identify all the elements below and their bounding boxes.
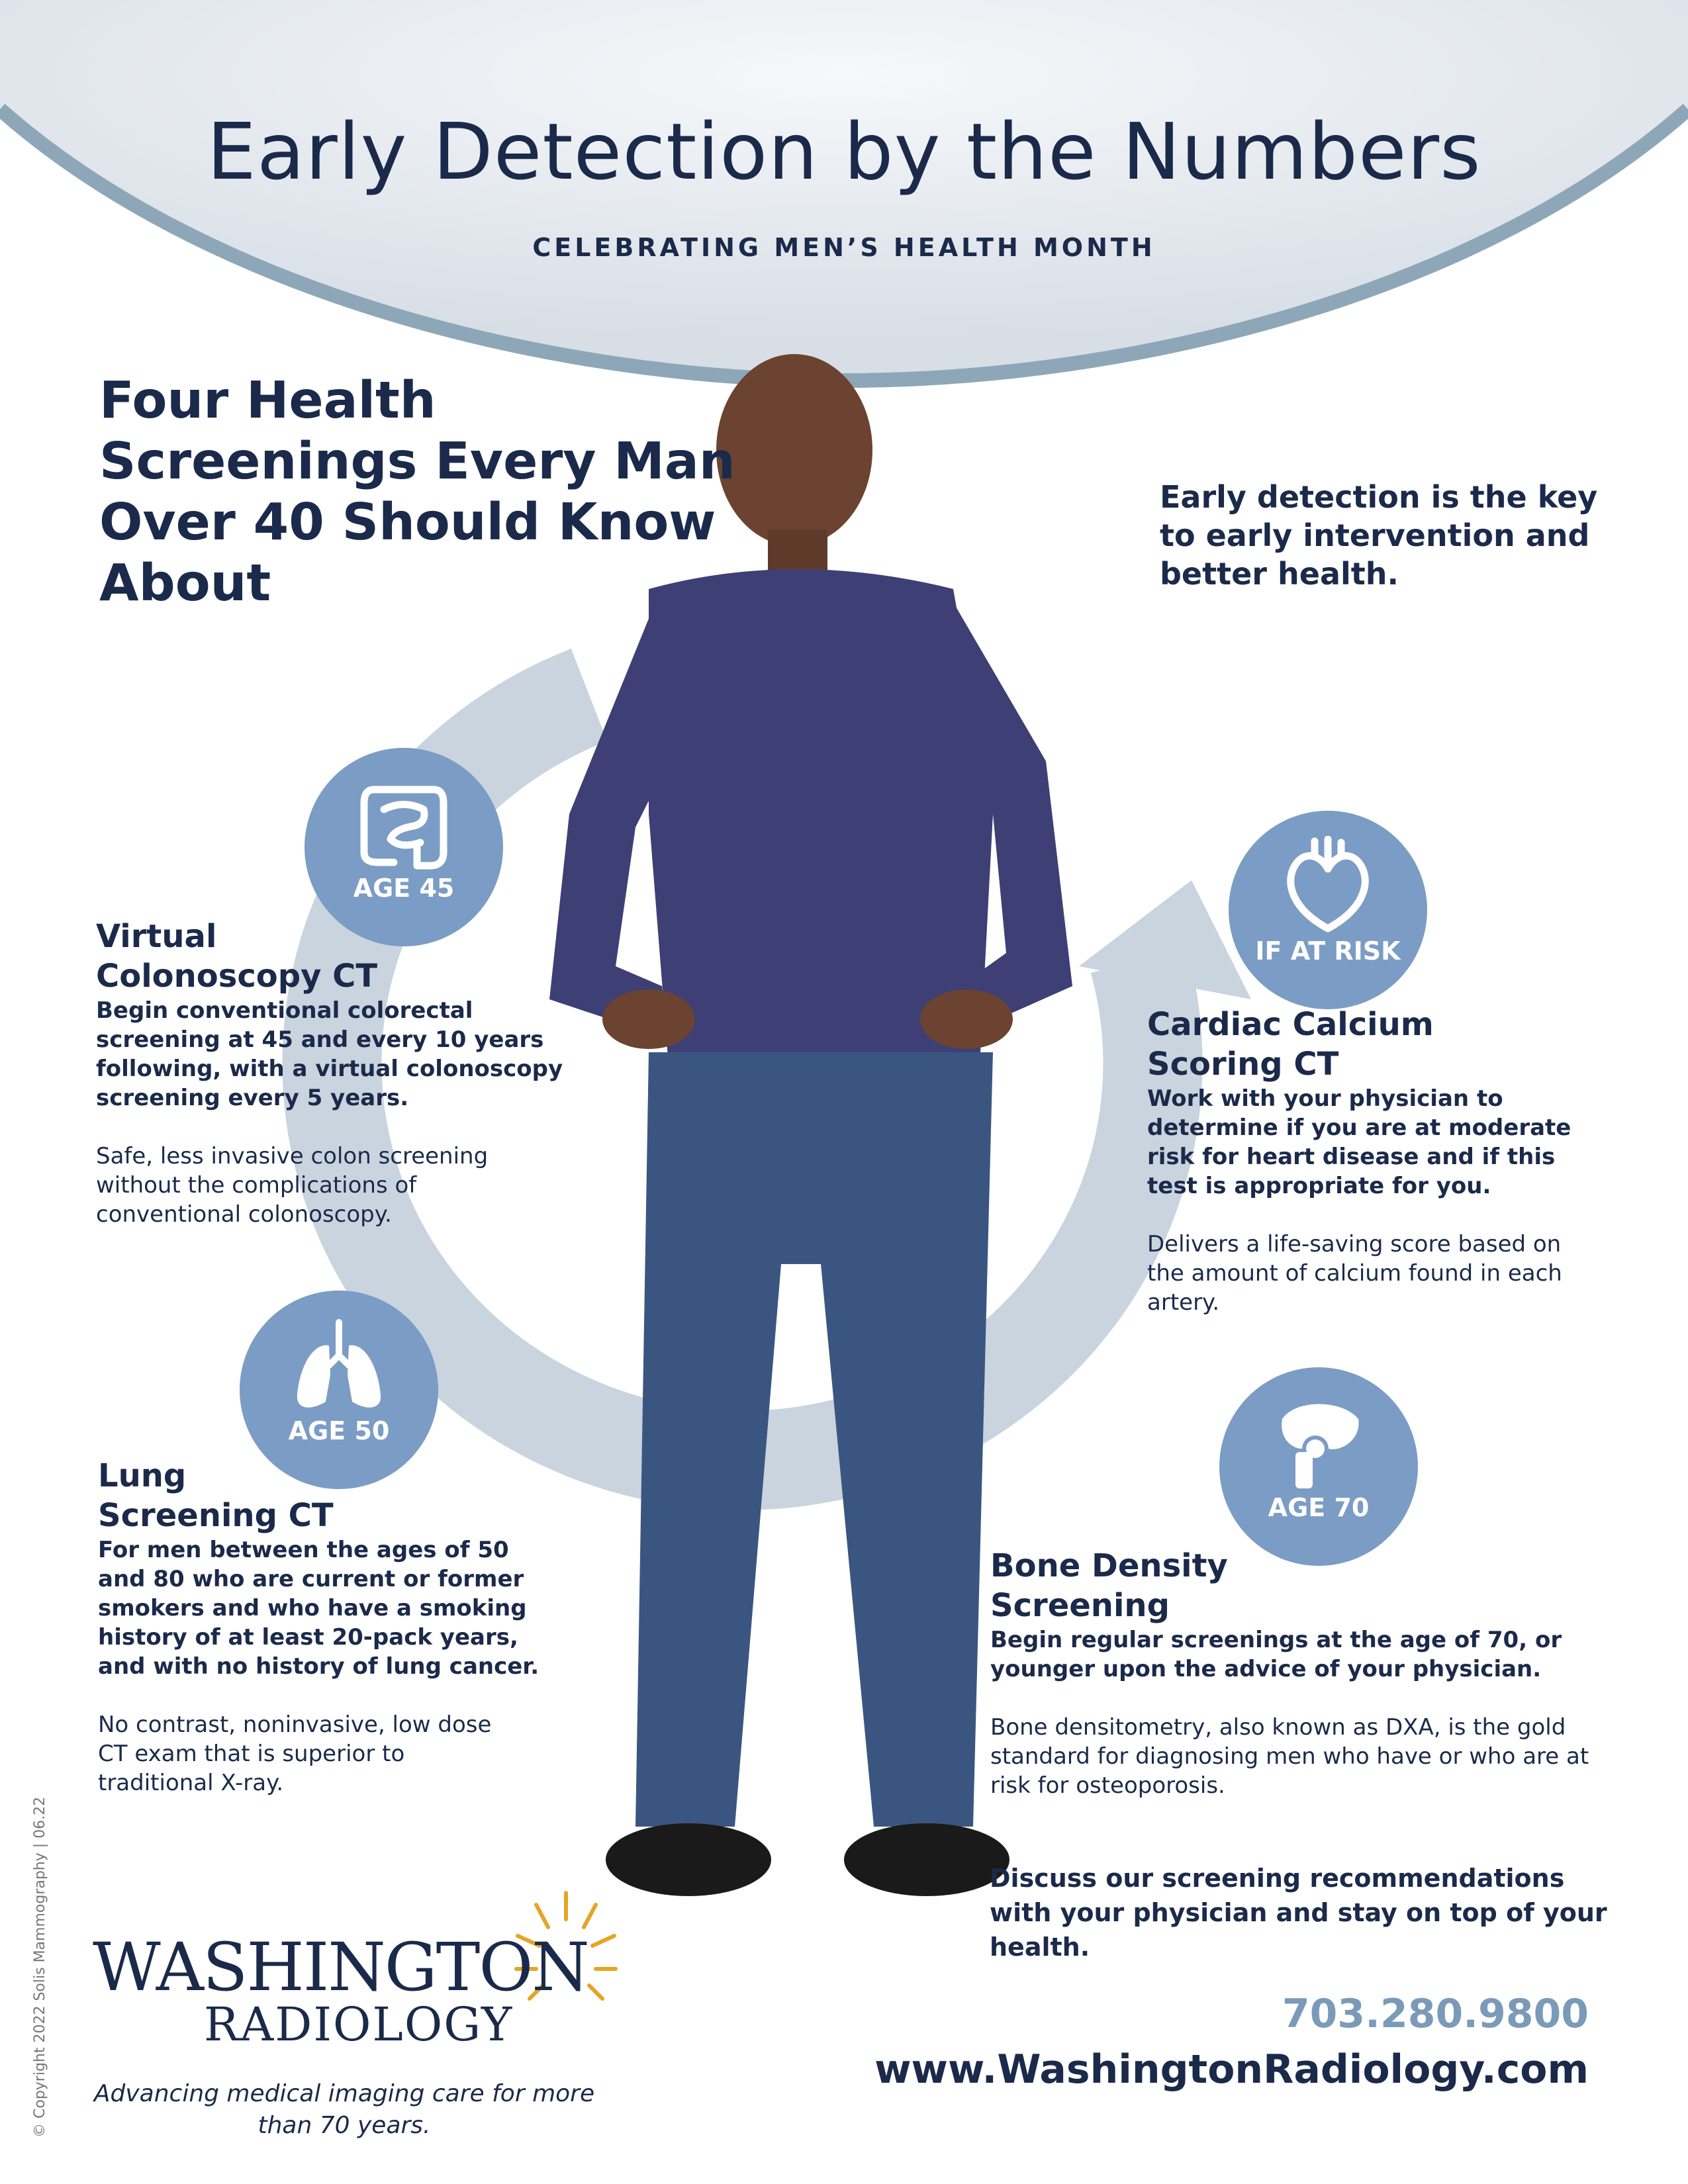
badge-age-70 bbox=[1219, 1367, 1418, 1566]
closing-statement: Discuss our screening recommendations with your physician and stay on top of your health. bbox=[990, 1864, 1607, 1962]
hip-bone-icon bbox=[1269, 1392, 1368, 1492]
section-title-line2: Scoring CT bbox=[1147, 1046, 1339, 1083]
section-title-line1: Bone Density bbox=[990, 1547, 1228, 1584]
section-body-text: No contrast, noninvasive, low dose CT exam that is superior to traditional X-ray. bbox=[98, 1711, 492, 1796]
section-title-line2: Screening CT bbox=[98, 1497, 334, 1534]
section-title-line1: Cardiac Calcium bbox=[1147, 1006, 1434, 1043]
section-title-line1: Virtual bbox=[96, 918, 217, 955]
section-bold-text: Begin conventional colorectal screening at 45 and every 10 years following, with a virtual colonoscopy screening every 5 years. bbox=[96, 997, 563, 1111]
tagline: Early detection is the key to early intervention and better health. bbox=[1160, 479, 1598, 592]
washington-radiology-logo bbox=[93, 1893, 622, 2065]
section-title-line2: Colonoscopy CT bbox=[96, 958, 378, 995]
logo-word-washington: WASHINGTON bbox=[93, 1929, 588, 2006]
badge-if-at-risk bbox=[1229, 811, 1427, 1009]
section-lung bbox=[98, 1456, 575, 1797]
page-title: Early Detection by the Numbers bbox=[207, 106, 1481, 197]
lungs-icon bbox=[289, 1316, 389, 1415]
badge-label: AGE 70 bbox=[1268, 1493, 1370, 1522]
headline: Four Health Screenings Every Man Over 40 Should Know About bbox=[99, 371, 735, 613]
badge-label: IF AT RISK bbox=[1255, 936, 1401, 966]
intestine-icon bbox=[354, 773, 453, 872]
heart-icon bbox=[1278, 836, 1378, 935]
logo-tagline: Advancing medical imaging care for more than 70 years. bbox=[93, 2080, 595, 2139]
section-bold-text: Begin regular screenings at the age of 70, or younger upon the advice of your physician. bbox=[990, 1627, 1562, 1682]
badge-label: AGE 50 bbox=[288, 1416, 390, 1445]
logo-word-radiology: RADIOLOGY bbox=[204, 1997, 514, 2052]
website-link[interactable]: www.WashingtonRadiology.com bbox=[874, 2046, 1589, 2093]
section-body-text: Delivers a life-saving score based on the amount of calcium found in each artery. bbox=[1147, 1231, 1562, 1316]
section-title-line2: Screening bbox=[990, 1587, 1170, 1624]
copyright-notice: © Copyright 2022 Solis Mammography | 06.22 bbox=[32, 1796, 48, 2138]
section-body-text: Bone densitometry, also known as DXA, is the gold standard for diagnosing men who have or who are at risk for osteoporosis. bbox=[990, 1714, 1589, 1799]
section-bold-text: Work with your physician to determine if you are at moderate risk for heart disease and if this test is appropriate for you. bbox=[1147, 1085, 1571, 1199]
section-bold-text: For men between the ages of 50 and 80 who are current or former smokers and who have a smoking history of at least 20-pack years, and with no history of lung cancer. bbox=[98, 1537, 539, 1680]
section-cardiac bbox=[1147, 1005, 1624, 1317]
section-body-text: Safe, less invasive colon screening without the complications of conventional colonoscopy. bbox=[96, 1143, 489, 1228]
section-bone-density bbox=[990, 1546, 1626, 1800]
badge-label: AGE 45 bbox=[353, 874, 455, 903]
header-arc-background bbox=[0, 0, 1688, 410]
section-title-line1: Lung bbox=[98, 1457, 187, 1494]
phone-number[interactable]: 703.280.9800 bbox=[1282, 1991, 1589, 2037]
page-subtitle: CELEBRATING MEN’S HEALTH MONTH bbox=[532, 233, 1156, 262]
section-colonoscopy bbox=[96, 917, 626, 1229]
